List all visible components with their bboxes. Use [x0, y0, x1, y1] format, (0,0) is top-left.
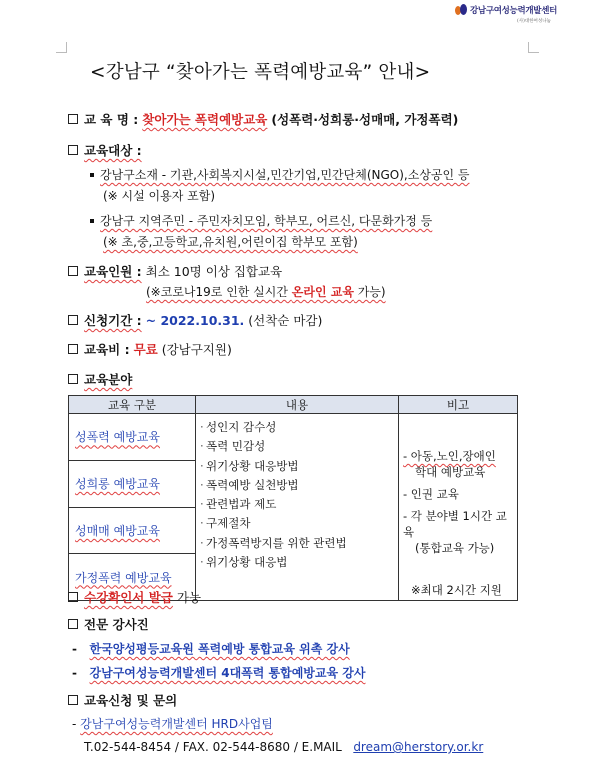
section-program	[68, 110, 458, 128]
instructor-item: - 한국양성평등교육원 폭력예방 통합교육 위촉 강사	[72, 642, 350, 656]
page-title: <강남구 “찾아가는 폭력예방교육” 안내>	[90, 62, 431, 83]
logo-text: 강남구여성능력개발센터	[470, 6, 558, 16]
checkbox-square-icon	[68, 315, 78, 325]
bullet-icon	[90, 173, 94, 177]
target-item: 강남구소재 - 기관,사회복지시설,민간기업,민간단체(NGO),소상공인 등	[90, 166, 470, 183]
period-note: (선착순 마감)	[248, 313, 323, 328]
checkbox-square-icon	[68, 374, 78, 384]
target-item-note: (※ 시설 이용자 포함)	[103, 189, 216, 203]
fields-label: 교육분야	[84, 372, 133, 387]
fee-value: 무료	[133, 342, 158, 357]
program-name: 찾아가는 폭력예방교육	[142, 112, 268, 127]
contact-org: - 강남구여성능력개발센터 HRD사업팀	[72, 717, 273, 731]
instructor-label: 전문 강사진	[84, 617, 149, 632]
table-row	[69, 414, 518, 461]
corner-mark-top-right	[528, 42, 539, 53]
program-label: 교 육 명 :	[84, 112, 139, 127]
checkbox-square-icon	[68, 145, 78, 155]
program-table	[68, 395, 518, 601]
section-target	[68, 141, 142, 159]
field-cell: 성폭력 예방교육	[69, 414, 196, 461]
program-detail: (성폭력·성희롱·성매매, 가정폭력)	[271, 112, 459, 127]
checkbox-square-icon	[68, 695, 78, 705]
target-item: 강남구 지역주민 - 주민자치모임, 학부모, 어르신, 다문화가정 등	[90, 212, 432, 229]
fee-note: (강남구지원)	[161, 342, 232, 357]
contact-phone: T.02-544-8454 / FAX. 02-544-8680 / E.MAIL	[84, 740, 342, 754]
logo-subtext: (사)대한여성나눔	[517, 19, 551, 24]
center-logo	[455, 4, 557, 16]
people-label: 교육인원 :	[84, 264, 142, 279]
field-cell: 가정폭력 예방교육	[69, 554, 196, 601]
confirm-text: 수강확인서 발급	[84, 590, 173, 605]
section-instructor	[68, 615, 149, 633]
note-cell: - 아동,노인,장애인 학대 예방교육 - 인권 교육 - 각 분야별 1시간 교육 (통합교육 가능) ※최대 2시간 지원	[399, 414, 518, 601]
checkbox-square-icon	[68, 619, 78, 629]
people-note: (※코로나19로 인한 실시간 온라인 교육 가능)	[146, 285, 386, 299]
target-item-note: (※ 초,중,고등학교,유치원,어린이집 학부모 포함)	[103, 235, 358, 249]
period-label: 신청기간 :	[84, 313, 142, 328]
checkbox-square-icon	[68, 344, 78, 354]
checkbox-square-icon	[68, 114, 78, 124]
section-period	[68, 311, 322, 329]
checkbox-square-icon	[68, 266, 78, 276]
field-cell: 성매매 예방교육	[69, 507, 196, 554]
target-label: 교육대상 :	[84, 143, 142, 158]
content-cell: · 성인지 감수성 · 폭력 민감성 · 위기상황 대응방법 · 폭력예방 실천방법 · 관련법과 제도 · 구제절차 · 가정폭력방지를 위한 관련법 · 위기상황 대응법	[196, 414, 399, 601]
checkbox-square-icon	[68, 592, 78, 602]
table-header: 내용	[196, 396, 399, 414]
table-header: 교육 구분	[69, 396, 196, 414]
table-header: 비고	[399, 396, 518, 414]
section-fee	[68, 340, 232, 358]
field-cell: 성희롱 예방교육	[69, 460, 196, 507]
section-contact	[68, 691, 177, 709]
fee-label: 교육비 :	[84, 342, 130, 357]
people-text: 최소 10명 이상 집합교육	[145, 264, 283, 279]
section-people	[68, 262, 282, 280]
confirm-rest: 가능	[176, 590, 202, 605]
section-confirm	[68, 588, 201, 606]
logo-mark-icon	[455, 4, 467, 16]
contact-line	[84, 740, 483, 754]
table-header-row	[69, 396, 518, 414]
email-link[interactable]: dream@herstory.or.kr	[353, 740, 484, 754]
bullet-icon	[90, 219, 94, 223]
instructor-item: - 강남구여성능력개발센터 4대폭력 통합예방교육 강사	[72, 666, 366, 680]
section-fields	[68, 370, 132, 388]
contact-label: 교육신청 및 문의	[84, 693, 178, 708]
corner-mark-top-left	[56, 42, 67, 53]
period-date: ~ 2022.10.31.	[145, 313, 245, 328]
